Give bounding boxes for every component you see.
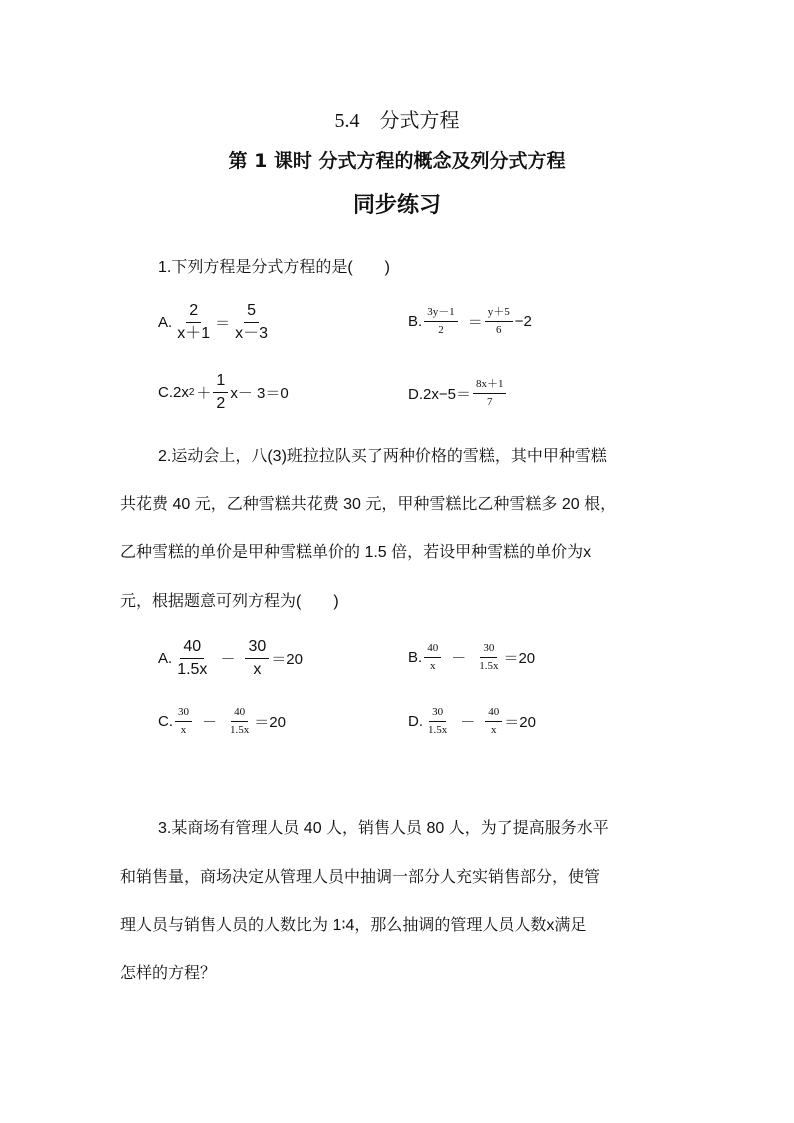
q3-line: 理人员与销售人员的人数比为 1∶4，那么抽调的管理人员人数x满足	[120, 917, 587, 934]
fraction	[174, 638, 210, 680]
tail: −2	[514, 312, 532, 330]
q2-option-a	[158, 638, 303, 680]
rhs: ＝20	[254, 713, 286, 731]
fraction	[473, 378, 507, 408]
q1-option-c	[158, 372, 289, 414]
minus: －	[460, 713, 476, 731]
section-title: 5.4 分式方程	[334, 110, 460, 132]
numerator: y＋5	[485, 306, 513, 322]
option-label: B.	[408, 648, 423, 666]
minus: －	[220, 651, 236, 669]
q3-line: 怎样的方程？	[120, 965, 217, 982]
minus: －	[451, 649, 467, 667]
denominator: x	[429, 659, 436, 672]
option-label: C.2x	[158, 384, 189, 402]
q3-line: 3.某商场有管理人员 40 人，销售人员 80 人，为了提高服务水平	[158, 820, 609, 837]
q2-option-c	[158, 706, 286, 736]
fraction	[245, 638, 269, 680]
denominator: x＋1	[177, 325, 211, 343]
option-label: B.	[408, 312, 423, 330]
q2-line: 2.运动会上，八(3)班拉拉队买了两种价格的雪糕，其中甲种雪糕	[158, 448, 607, 465]
denominator: 1.5x	[479, 659, 499, 672]
numerator: 30	[245, 638, 269, 659]
denominator: x－3	[235, 325, 269, 343]
numerator: 3y－1	[424, 306, 458, 322]
denominator: 2	[216, 395, 226, 413]
q2-line: 元，根据题意可列方程为( )	[120, 593, 339, 610]
numerator: 30	[480, 642, 497, 658]
numerator: 40	[485, 706, 502, 722]
denominator: 1.5x	[177, 661, 208, 679]
option-label: D.2x−5＝	[408, 385, 471, 403]
fraction	[227, 706, 252, 736]
denominator: x	[491, 723, 497, 736]
fraction	[174, 302, 213, 344]
q3-line: 和销售量，商场决定从管理人员中抽调一部分人充实销售部分，使管	[120, 869, 601, 886]
q2-option-b	[408, 642, 535, 672]
fraction	[485, 306, 513, 336]
numerator: 30	[429, 706, 446, 722]
fraction	[485, 706, 502, 736]
numerator: 2	[186, 302, 201, 323]
numerator: 1	[213, 372, 228, 393]
option-label: A.	[158, 650, 173, 668]
lesson-title: 第 1 课时 分式方程的概念及列分式方程	[228, 150, 566, 172]
denominator: x	[253, 661, 262, 679]
numerator: 8x＋1	[473, 378, 507, 394]
option-label: C.	[158, 712, 173, 730]
denominator: 2	[438, 323, 444, 336]
numerator: 40	[231, 706, 248, 722]
q1-stem: 1.下列方程是分式方程的是( )	[158, 259, 391, 276]
denominator: 7	[486, 395, 493, 408]
q1-option-a	[158, 302, 273, 344]
q1-option-b	[408, 306, 532, 336]
q2-line: 共花费 40 元，乙种雪糕共花费 30 元，甲种雪糕比乙种雪糕多 20 根，	[120, 496, 617, 513]
fraction	[232, 302, 271, 344]
tail: x－ 3＝0	[230, 385, 289, 403]
denominator: 1.5x	[230, 723, 250, 736]
fraction	[424, 642, 441, 672]
subtitle: 同步练习	[352, 193, 441, 218]
rhs: ＝20	[503, 649, 536, 667]
equals: ＝	[467, 313, 483, 331]
equals: ＝	[215, 315, 231, 333]
rhs: ＝20	[271, 651, 303, 669]
rhs: ＝20	[504, 713, 536, 731]
numerator: 40	[180, 638, 204, 659]
numerator: 30	[175, 706, 192, 722]
fraction	[425, 706, 450, 736]
numerator: 40	[424, 642, 441, 658]
fraction	[476, 642, 501, 672]
minus: －	[202, 713, 218, 731]
denominator: x	[180, 723, 187, 736]
numerator: 5	[244, 302, 259, 323]
fraction	[424, 306, 458, 336]
option-label: A.	[158, 314, 173, 332]
option-label: D.	[408, 712, 423, 730]
denominator: 6	[495, 323, 502, 336]
q2-line: 乙种雪糕的单价是甲种雪糕单价的 1.5 倍，若设甲种雪糕的单价为x	[120, 544, 592, 561]
denominator: 1.5x	[428, 723, 448, 736]
q1-option-d	[408, 378, 508, 408]
exponent: 2	[188, 387, 195, 399]
fraction	[213, 372, 228, 414]
plus: ＋	[196, 385, 212, 403]
fraction	[175, 706, 192, 736]
q2-option-d	[408, 706, 536, 736]
